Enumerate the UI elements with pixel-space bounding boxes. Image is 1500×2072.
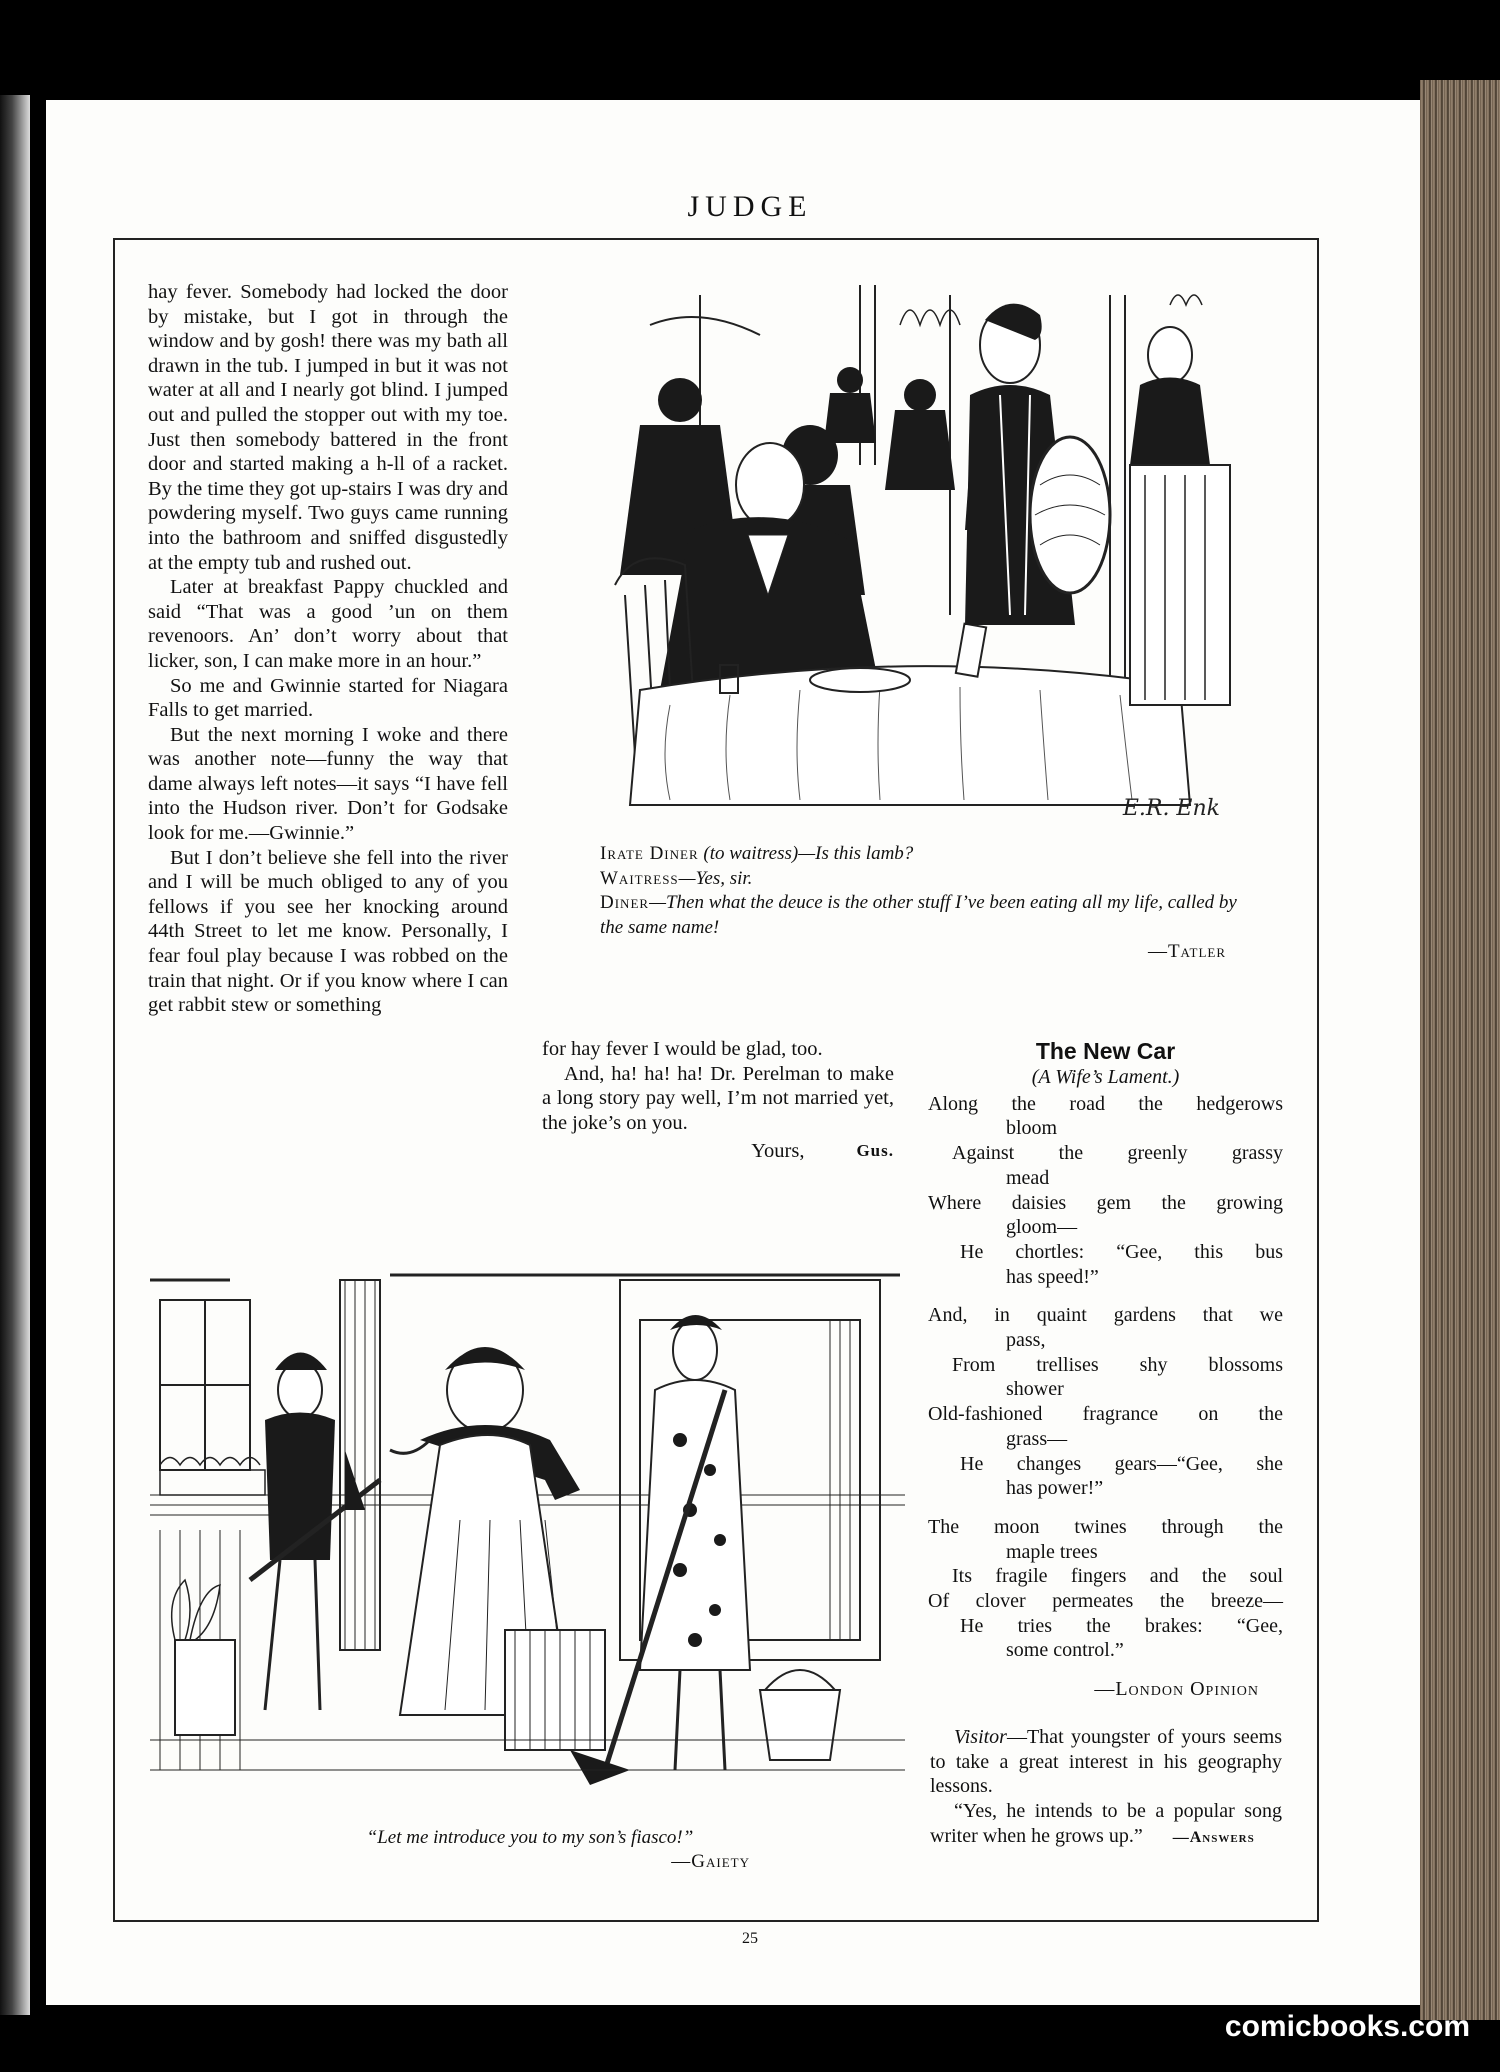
story-paragraph: hay fever. Somebody had locked the door by mistake, but I got in through the window and by gosh! there was my bath all drawn in the tub. I jumped in but it was not water at all and I nearly got blind. I jumped out and pulled the stopper out with my toe. Just then somebody battered in the front door and started making a h-ll of a racket. By the time they got up-stairs I was dry and powdering myself. Two guys came running into the bathroom and sniffed disgustedly at the empty tub and rushed out.: [148, 281, 508, 574]
cartoon-artist-signature: E.R. Enk: [1122, 796, 1220, 821]
poem-line: gloom—: [1006, 1216, 1078, 1239]
page-edges-right: [1420, 80, 1500, 2020]
poem-title: The New Car: [1035, 1038, 1176, 1064]
poem-line: has power!”: [1006, 1477, 1104, 1500]
poem-line: Old-fashioned fragrance on the: [928, 1403, 1283, 1426]
story-paragraph: But the next morning I woke and there was another note—funny the way that dame always left notes—it says “I have fell into the Hudson river. Don’t for Godsake look for me.—Gwinnie.”: [148, 723, 508, 845]
poem-line: has speed!”: [1006, 1265, 1099, 1288]
caption-text: —Yes, sir.: [678, 867, 753, 889]
restaurant-cartoon-caption: [600, 842, 1250, 965]
story-paragraph: for hay fever I would be glad, too.: [542, 1038, 823, 1060]
joke-line: [930, 1725, 1282, 1799]
joke-text: —That youngster of yours seems to take a great interest in his geography lessons.: [930, 1726, 1282, 1798]
restaurant-cartoon: [530, 285, 1260, 825]
poem-source: —London Opinion: [1094, 1678, 1259, 1701]
page-number: 25: [742, 1930, 758, 1947]
watermark: comicbooks.com: [1224, 2010, 1470, 2043]
joke-source: —Answers: [1172, 1828, 1255, 1846]
poem-subtitle: (A Wife’s Lament.): [1031, 1066, 1180, 1088]
caption-source: —Gaiety: [671, 1851, 750, 1872]
poem-line: Of clover permeates the breeze—: [928, 1590, 1283, 1613]
kitchen-cartoon-drawing: [150, 1270, 905, 1790]
book-gutter-left: [0, 95, 30, 2015]
poem-line: shower: [1006, 1378, 1064, 1401]
caption-source: —Tatler: [1147, 941, 1226, 962]
caption-speaker: Diner: [600, 892, 650, 913]
poem-stanza: [928, 1303, 1283, 1501]
poem-line: He tries the brakes: “Gee,: [960, 1614, 1283, 1637]
poem-line: From trellises shy blossoms: [952, 1353, 1283, 1376]
story-signature: Gus.: [856, 1141, 894, 1161]
poem-line: bloom: [1006, 1117, 1058, 1140]
story-signoff: [542, 1139, 894, 1164]
poem-line: some control.”: [1006, 1639, 1124, 1662]
poem-line: The moon twines through the: [928, 1515, 1283, 1538]
poem-line: Its fragile fingers and the soul: [952, 1565, 1283, 1588]
kitchen-cartoon-caption: [290, 1826, 770, 1874]
poem-line: He changes gears—“Gee, she: [960, 1452, 1283, 1475]
story-paragraph: But I don’t believe she fell into the river and I will be much obliged to any of you fellows if you see her knocking around 44th Street to let me know. Personally, I fear foul play because I was robbed on the train that night. Or if you know where I can get rabbit stew or something: [148, 846, 508, 1017]
caption-speaker: Waitress: [600, 867, 679, 889]
caption-line: [600, 867, 1250, 892]
poem-stanza: [928, 1515, 1283, 1663]
joke-speaker: Visitor: [954, 1726, 1007, 1748]
visitor-joke: [930, 1725, 1282, 1851]
caption-line: [600, 891, 1250, 940]
caption-text: —Then what the deuce is the other stuff I’ve been eating all my life, called by the same name!: [600, 892, 1237, 938]
caption-line: [600, 842, 1250, 867]
poem-line: Where daisies gem the growing: [928, 1191, 1283, 1214]
story-closing: Yours,: [751, 1140, 805, 1163]
poem-line: He chortles: “Gee, this bus: [960, 1240, 1283, 1263]
poem-stanzas: [928, 1092, 1283, 1663]
restaurant-cartoon-drawing: [530, 285, 1260, 825]
joke-line: [930, 1799, 1282, 1850]
poem-stanza: [928, 1092, 1283, 1290]
story-column-2: [542, 1037, 894, 1164]
caption-speaker: Irate Diner: [600, 843, 699, 864]
story-column-1: [148, 280, 508, 1018]
story-paragraph: Later at breakfast Pappy chuckled and said “That was a good ’un on them revenoors. An’ don’t worry about that licker, son, I can make more in an hour.”: [148, 576, 508, 672]
caption-text: —Is this lamb?: [798, 843, 914, 864]
poem-line: pass,: [1006, 1329, 1046, 1352]
joke-text: “Yes, he intends to be a popular song writer when he grows up.”: [930, 1800, 1282, 1847]
story-paragraph: And, ha! ha! ha! Dr. Perelman to make a long story pay well, I’m not married yet, the joke’s on you.: [542, 1062, 894, 1134]
poem-line: grass—: [1006, 1427, 1068, 1450]
kitchen-cartoon: [150, 1270, 905, 1790]
story-paragraph: So me and Gwinnie started for Niagara Falls to get married.: [148, 674, 508, 722]
caption-aside: (to waitress): [703, 843, 799, 864]
poem-line: Against the greenly grassy: [952, 1142, 1283, 1165]
magazine-title: JUDGE: [687, 190, 813, 223]
poem-line: And, in quaint gardens that we: [928, 1304, 1283, 1327]
poem-line: maple trees: [1006, 1540, 1098, 1563]
poem-line: Along the road the hedgerows: [928, 1092, 1283, 1115]
poem-the-new-car: [928, 1037, 1283, 1728]
poem-line: mead: [1006, 1166, 1050, 1189]
caption-text: “Let me introduce you to my son’s fiasco!”: [366, 1827, 694, 1848]
